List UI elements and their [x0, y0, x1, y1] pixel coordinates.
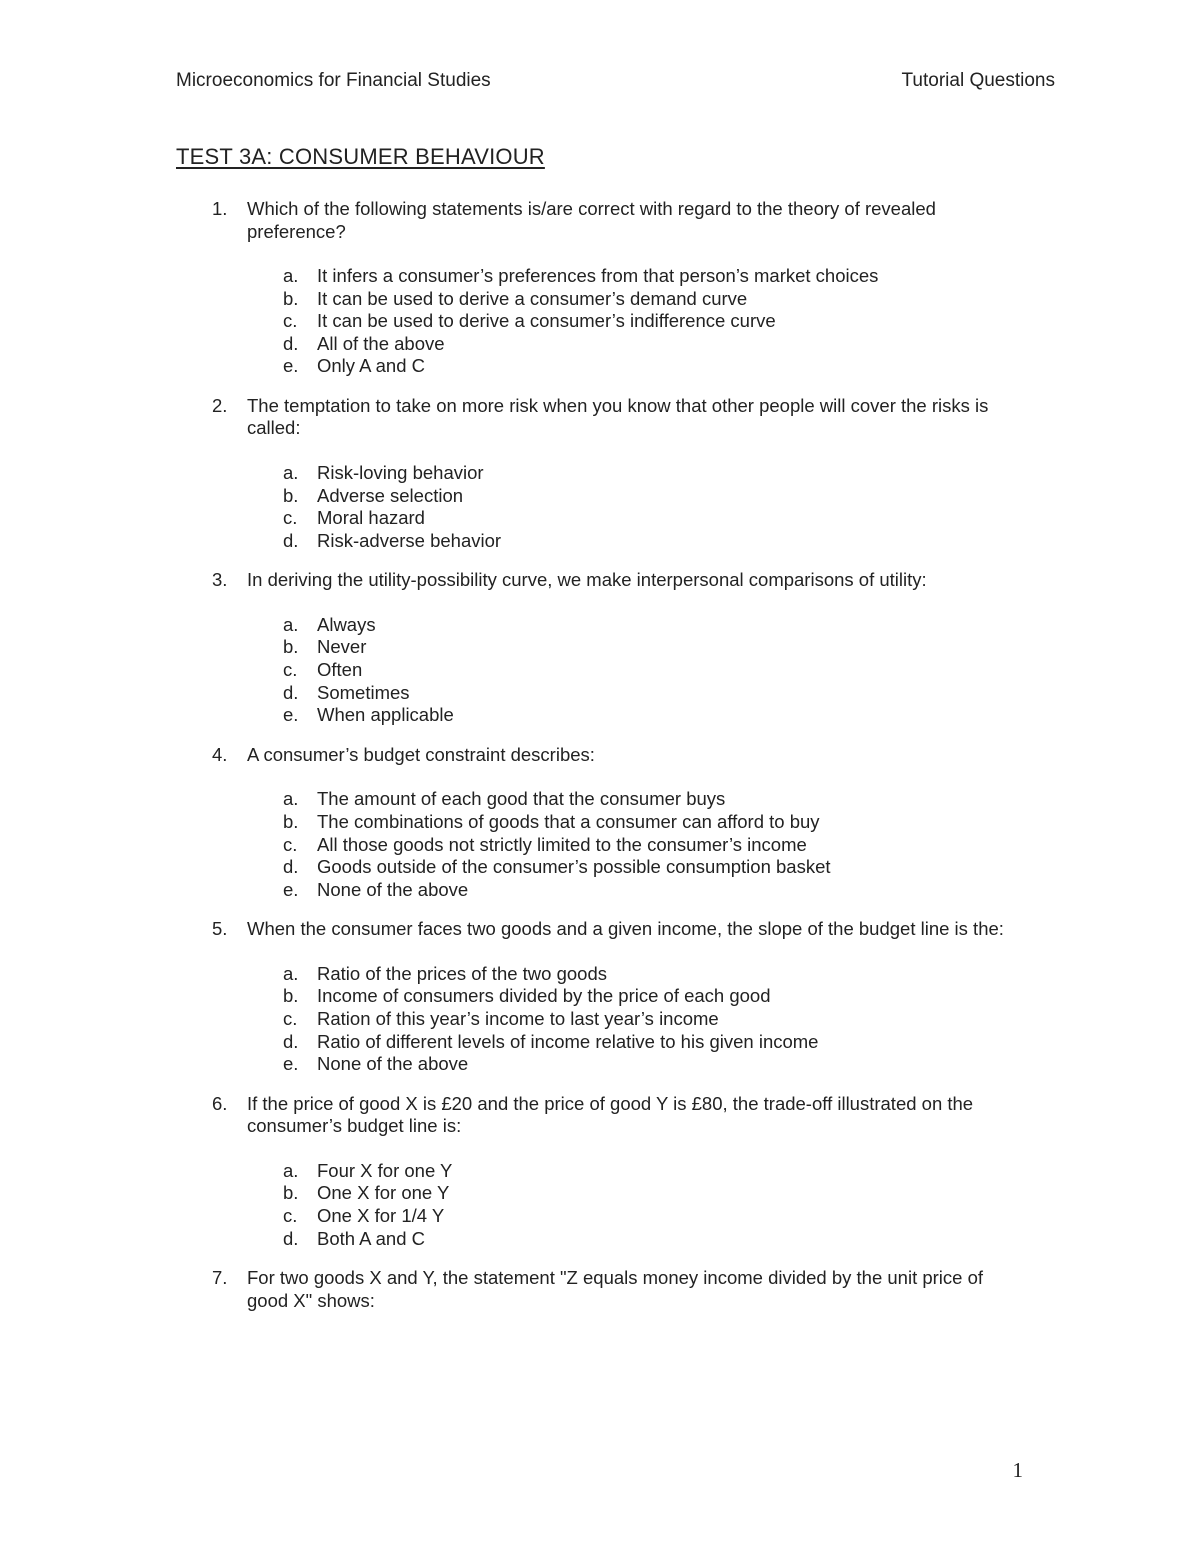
- option-text: Risk-adverse behavior: [317, 529, 502, 551]
- answer-option: [176, 1031, 1036, 1054]
- option-letter: d.: [283, 332, 299, 354]
- option-text: The amount of each good that the consumer buys: [317, 788, 726, 810]
- question-text: Which of the following statements is/are correct with regard to the theory of revealed preference?: [247, 198, 936, 242]
- option-text: None of the above: [317, 1053, 469, 1075]
- answer-options: [176, 265, 1036, 378]
- option-letter: a.: [283, 1159, 299, 1181]
- option-text: Often: [317, 659, 363, 681]
- option-text: Sometimes: [317, 681, 410, 703]
- option-text: All of the above: [317, 332, 445, 354]
- option-letter: a.: [283, 265, 299, 286]
- answer-option: [176, 1008, 1036, 1031]
- option-letter: b.: [283, 287, 299, 309]
- option-letter: d.: [283, 1227, 299, 1249]
- answer-option: [176, 355, 1036, 378]
- question-item: [176, 744, 1036, 901]
- option-text: Income of consumers divided by the price of each good: [317, 985, 771, 1007]
- option-letter: c.: [283, 310, 298, 332]
- answer-option: [176, 310, 1036, 333]
- option-letter: b.: [283, 636, 299, 658]
- option-letter: a.: [283, 962, 299, 984]
- option-letter: e.: [283, 1053, 299, 1075]
- question-item: [176, 1267, 1036, 1312]
- option-text: Moral hazard: [317, 507, 425, 529]
- answer-option: [176, 788, 1036, 811]
- option-letter: b.: [283, 985, 299, 1007]
- question-text: If the price of good X is £20 and the price of good Y is £80, the trade-off illustrated on the consumer’s budget line is:: [247, 1092, 974, 1137]
- answer-option: [176, 485, 1036, 508]
- answer-option: [176, 704, 1036, 727]
- option-letter: c.: [283, 659, 298, 681]
- question-item: [176, 395, 1036, 552]
- answer-option: [176, 333, 1036, 356]
- question-number: 4.: [212, 743, 228, 765]
- option-text: One X for one Y: [317, 1182, 450, 1204]
- page-number: 1: [1012, 1458, 1023, 1482]
- option-text: Only A and C: [317, 355, 425, 377]
- option-letter: c.: [283, 1204, 298, 1226]
- answer-option: [176, 1228, 1036, 1251]
- option-letter: b.: [283, 1182, 299, 1204]
- option-letter: c.: [283, 507, 298, 529]
- option-text: Both A and C: [317, 1227, 426, 1249]
- option-letter: d.: [283, 856, 299, 878]
- option-letter: b.: [283, 810, 299, 832]
- answer-option: [176, 682, 1036, 705]
- option-letter: e.: [283, 355, 299, 377]
- option-letter: e.: [283, 704, 299, 726]
- answer-option: [176, 811, 1036, 834]
- option-letter: a.: [283, 461, 299, 483]
- answer-options: [176, 963, 1036, 1076]
- question-number: 7.: [212, 1267, 228, 1289]
- option-text: Never: [317, 636, 367, 658]
- option-text: The combinations of goods that a consumer can afford to buy: [317, 810, 820, 832]
- answer-option: [176, 879, 1036, 902]
- answer-option: [176, 288, 1036, 311]
- answer-option: [176, 1205, 1036, 1228]
- question-text: When the consumer faces two goods and a given income, the slope of the budget line is the:: [247, 918, 1004, 940]
- question-number: 6.: [212, 1092, 228, 1114]
- answer-option: [176, 834, 1036, 857]
- option-text: One X for 1/4 Y: [317, 1204, 445, 1226]
- question-text: The temptation to take on more risk when you know that other people will cover the risks is called:: [247, 394, 989, 439]
- question-item: [176, 1093, 1036, 1250]
- option-text: Goods outside of the consumer’s possible consumption basket: [317, 856, 831, 878]
- question-text: In deriving the utility-possibility curve, we make interpersonal comparisons of utility:: [247, 569, 927, 591]
- answer-option: [176, 507, 1036, 530]
- answer-option: [176, 462, 1036, 485]
- option-text: It infers a consumer’s preferences from that person’s market choices: [317, 265, 879, 286]
- option-letter: d.: [283, 1030, 299, 1052]
- answer-option: [176, 265, 1036, 288]
- option-text: Risk-loving behavior: [317, 461, 484, 483]
- page-title: TEST 3A: CONSUMER BEHAVIOUR: [176, 144, 545, 169]
- answer-options: [176, 788, 1036, 901]
- answer-option: [176, 1182, 1036, 1205]
- question-number: 2.: [212, 394, 228, 416]
- answer-option: [176, 963, 1036, 986]
- question-text: A consumer’s budget constraint describes:: [247, 743, 595, 765]
- option-text: It can be used to derive a consumer’s indifference curve: [317, 310, 776, 332]
- header-document-type: Tutorial Questions: [901, 70, 1055, 91]
- option-text: It can be used to derive a consumer’s demand curve: [317, 287, 748, 309]
- option-text: None of the above: [317, 878, 469, 900]
- option-text: Ratio of different levels of income relative to his given income: [317, 1030, 819, 1052]
- option-text: Always: [317, 613, 376, 635]
- question-number: 5.: [212, 918, 228, 940]
- option-letter: d.: [283, 681, 299, 703]
- answer-option: [176, 985, 1036, 1008]
- header-course-title: Microeconomics for Financial Studies: [176, 70, 491, 91]
- option-letter: a.: [283, 613, 299, 635]
- question-number: 1.: [212, 198, 228, 219]
- option-text: Adverse selection: [317, 484, 464, 506]
- answer-option: [176, 1160, 1036, 1183]
- question-item: [176, 198, 1036, 378]
- answer-options: [176, 1160, 1036, 1250]
- option-letter: e.: [283, 878, 299, 900]
- option-letter: d.: [283, 529, 299, 551]
- option-letter: b.: [283, 484, 299, 506]
- option-text: When applicable: [317, 704, 454, 726]
- question-number: 3.: [212, 569, 228, 591]
- answer-option: [176, 530, 1036, 553]
- question-text: For two goods X and Y, the statement "Z equals money income divided by the unit price of good X" shows:: [247, 1267, 984, 1311]
- question-item: [176, 918, 1036, 1075]
- answer-options: [176, 614, 1036, 727]
- question-item: [176, 569, 1036, 726]
- option-text: Ration of this year’s income to last year’s income: [317, 1007, 719, 1029]
- answer-option: [176, 1053, 1036, 1076]
- option-text: Four X for one Y: [317, 1159, 453, 1181]
- option-letter: c.: [283, 833, 298, 855]
- option-letter: c.: [283, 1007, 298, 1029]
- answer-options: [176, 462, 1036, 552]
- answer-option: [176, 659, 1036, 682]
- option-text: Ratio of the prices of the two goods: [317, 962, 608, 984]
- answer-option: [176, 856, 1036, 879]
- option-letter: a.: [283, 788, 299, 810]
- option-text: All those goods not strictly limited to the consumer’s income: [317, 833, 807, 855]
- answer-option: [176, 614, 1036, 637]
- answer-option: [176, 636, 1036, 659]
- question-list: [176, 198, 1036, 1329]
